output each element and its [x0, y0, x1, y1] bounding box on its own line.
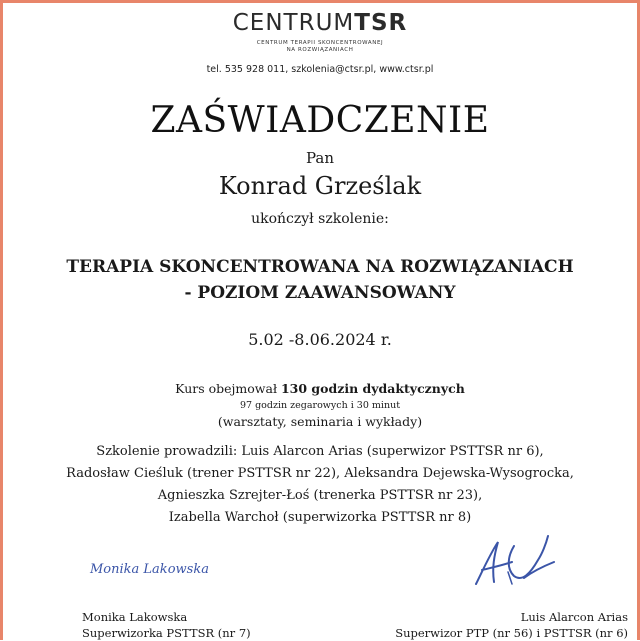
- signer-right: [395, 609, 628, 641]
- signer-left: [82, 609, 251, 641]
- hours-clock: 97 godzin zegarowych i 30 minut: [239, 400, 401, 411]
- recipient-name: Konrad Grześlak: [218, 172, 422, 200]
- logo-subtitle-line2: NA ROZWIĄZANIACH: [286, 47, 354, 53]
- signer-left-role: Superwizorka PSTTSR (nr 7): [82, 626, 251, 640]
- signer-right-role: Superwizor PTP (nr 56) i PSTTSR (nr 6): [395, 626, 628, 640]
- logo-wordmark: [0, 10, 640, 36]
- trainers-line: Agnieszka Szrejter-Łoś (trenerka PSTTSR nr 23),: [157, 488, 483, 503]
- course-name-line1: TERAPIA SKONCENTROWANA NA ROZWIĄZANIACH: [66, 257, 574, 277]
- hours-summary: [0, 381, 640, 396]
- signature-scribble-icon: [468, 532, 558, 592]
- signer-left-name: Monika Lakowska: [82, 610, 188, 624]
- trainers-line: Radosław Cieśluk (trener PSTTSR nr 22), Aleksandra Dejewska-Wysogrocka,: [66, 466, 574, 481]
- trainers-list: [0, 441, 640, 529]
- course-name-line2: - POZIOM ZAAWANSOWANY: [184, 283, 456, 303]
- signature-left-handwritten: Monika Lakowska: [90, 562, 209, 577]
- trainers-line: Szkolenie prowadzili: Luis Alarcon Arias (superwizor PSTTSR nr 6),: [96, 444, 544, 459]
- logo-text-light: CENTRUM: [232, 10, 355, 36]
- course-name: [0, 254, 640, 306]
- certificate-title: ZAŚWIADCZENIE: [150, 100, 490, 141]
- logo-text-bold: TSR: [354, 10, 408, 36]
- signature-right-image: [468, 532, 558, 596]
- hours-prefix: Kurs obejmował: [175, 381, 281, 396]
- trainers-line: Izabella Warchoł (superwizorka PSTTSR nr 8): [168, 510, 472, 525]
- hours-bold: 130 godzin dydaktycznych: [280, 381, 465, 396]
- logo: [0, 10, 640, 54]
- salutation: Pan: [305, 149, 335, 167]
- course-dates: 5.02 -8.06.2024 r.: [248, 330, 392, 349]
- hours-forms: (warsztaty, seminaria i wykłady): [217, 414, 423, 429]
- contact-info: tel. 535 928 011, szkolenia@ctsr.pl, www.ctsr.pl: [206, 64, 434, 75]
- logo-subtitle: [0, 40, 640, 54]
- logo-subtitle-line1: CENTRUM TERAPII SKONCENTROWANEJ: [256, 40, 384, 46]
- signer-right-name: Luis Alarcon Arias: [520, 610, 628, 624]
- completed-text: ukończył szkolenie:: [251, 211, 389, 227]
